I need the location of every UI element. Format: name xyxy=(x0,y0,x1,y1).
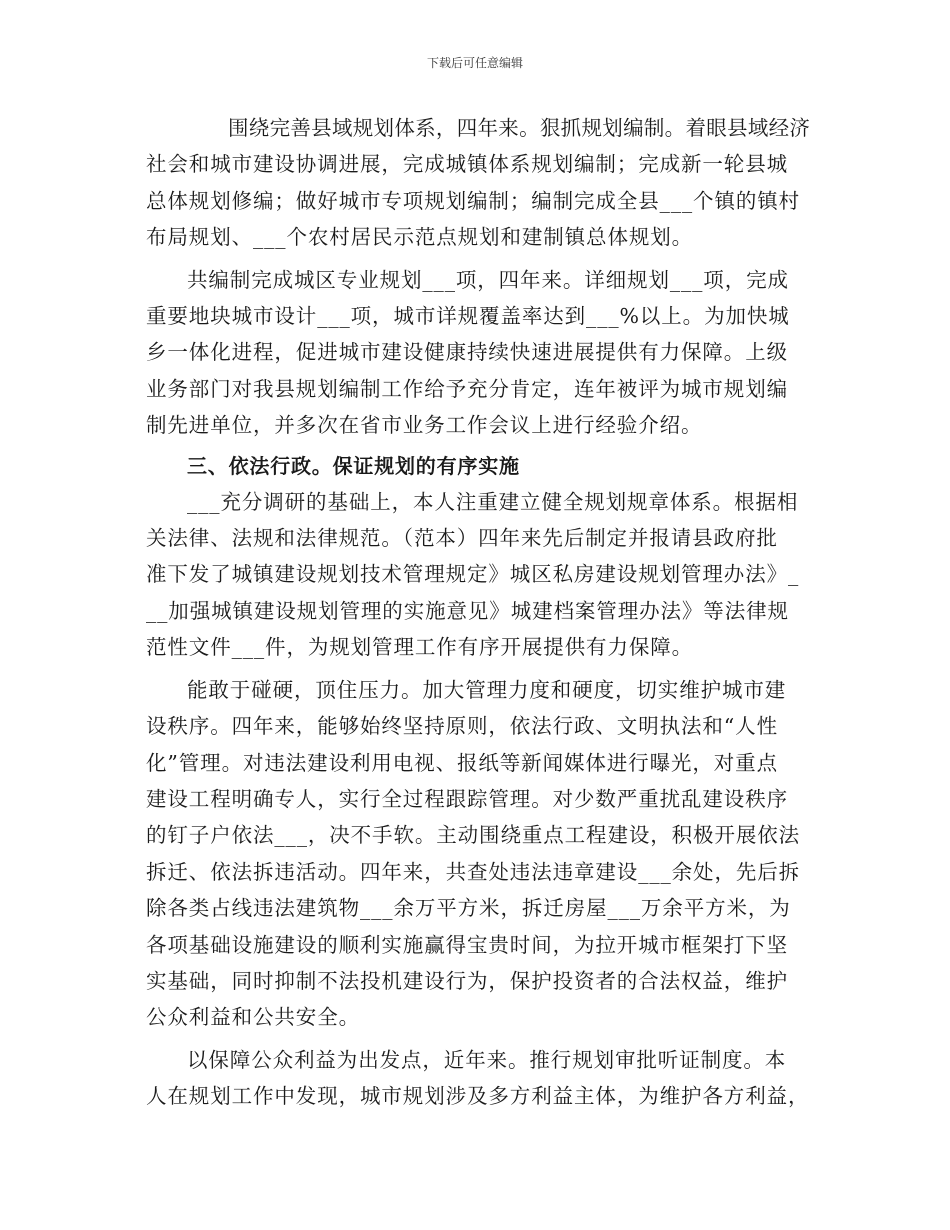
page-header: 下载后可任意编辑 xyxy=(426,56,523,70)
text-line: 拆迁、依法拆违活动。四年来，共查处违法违章建设___余处，先后拆 xyxy=(146,859,801,884)
paragraph-public-interest xyxy=(146,1042,810,1115)
text-line: 社会和城市建设协调进展，完成城镇体系规划编制；完成新一轮县城 xyxy=(146,152,788,177)
text-line: 范性文件___件，为规划管理工作有序开展提供有力保障。 xyxy=(146,635,694,660)
text-line: 实基础，同时抑制不法投机建设行为，保护投资者的合法权益，维护 xyxy=(146,968,788,993)
paragraph-enforcement xyxy=(146,672,810,1036)
paragraph-regulations xyxy=(146,484,810,666)
text-line: 准下发了城镇建设规划技术管理规定》城区私房建设规划管理办法》_ xyxy=(146,562,800,587)
text-line: 化”管理。对违法建设利用电视、报纸等新闻媒体进行曝光，对重点 xyxy=(146,750,778,775)
text-line: 业务部门对我县规划编制工作给予充分肯定，连年被评为城市规划编 xyxy=(146,376,788,401)
text-line: 能敢于碰硬，顶住压力。加大管理力度和硬度，切实维护城市建 xyxy=(187,677,787,702)
text-line: 公众利益和公共安全。 xyxy=(146,1005,360,1030)
text-line: 的钉子户依法___，决不手软。主动围绕重点工程建设，积极开展依法 xyxy=(146,823,801,848)
text-line: 各项基础设施建设的顺利实施赢得宝贵时间，为拉开城市框架打下坚 xyxy=(146,932,788,957)
text-line: 布局规划、___个农村居民示范点规划和建制镇总体规划。 xyxy=(146,225,694,250)
text-line: ___充分调研的基础上，本人注重建立健全规划规章体系。根据相 xyxy=(187,489,799,514)
text-line: 乡一体化进程，促进城市建设健康持续快速进展提供有力保障。上级 xyxy=(146,340,788,365)
text-line: 总体规划修编；做好城市专项规划编制；编制完成全县___个镇的镇村 xyxy=(146,188,801,213)
text-line: 人在规划工作中发现，城市规划涉及多方利益主体，为维护各方利益， xyxy=(146,1084,810,1109)
text-line: 关法律、法规和法律规范。（范本）四年来先后制定并报请县政府批 xyxy=(146,526,778,551)
text-line: 建设工程明确专人，实行全过程跟踪管理。对少数严重扰乱建设秩序 xyxy=(146,786,788,811)
text-line: 除各类占线违法建筑物___余万平方米，拆迁房屋___万余平方米，为 xyxy=(146,896,791,921)
text-line: 共编制完成城区专业规划___项，四年来。详细规划___项，完成 xyxy=(187,267,789,292)
paragraph-urban-plans xyxy=(146,262,810,444)
text-line: __加强城镇建设规划管理的实施意见》城建档案管理办法》等法律规 xyxy=(146,598,789,623)
text-line: 设秩序。四年来，能够始终坚持原则，依法行政、文明执法和“人性 xyxy=(146,714,778,739)
paragraph-planning-system xyxy=(146,110,810,256)
text-line: 围绕完善县域规划体系，四年来。狠抓规划编制。着眼县域经济 xyxy=(228,116,811,140)
text-line: 制先进单位，并多次在省市业务工作会议上进行经验介绍。 xyxy=(146,413,703,438)
text-line: 重要地块城市设计___项，城市详规覆盖率达到___%以上。为加快城 xyxy=(146,304,790,329)
text-line: 以保障公众利益为出发点，近年来。推行规划审批听证制度。本 xyxy=(187,1047,787,1072)
document-body xyxy=(146,110,810,1115)
section-heading: 三、依法行政。保证规划的有序实施 xyxy=(187,453,520,478)
